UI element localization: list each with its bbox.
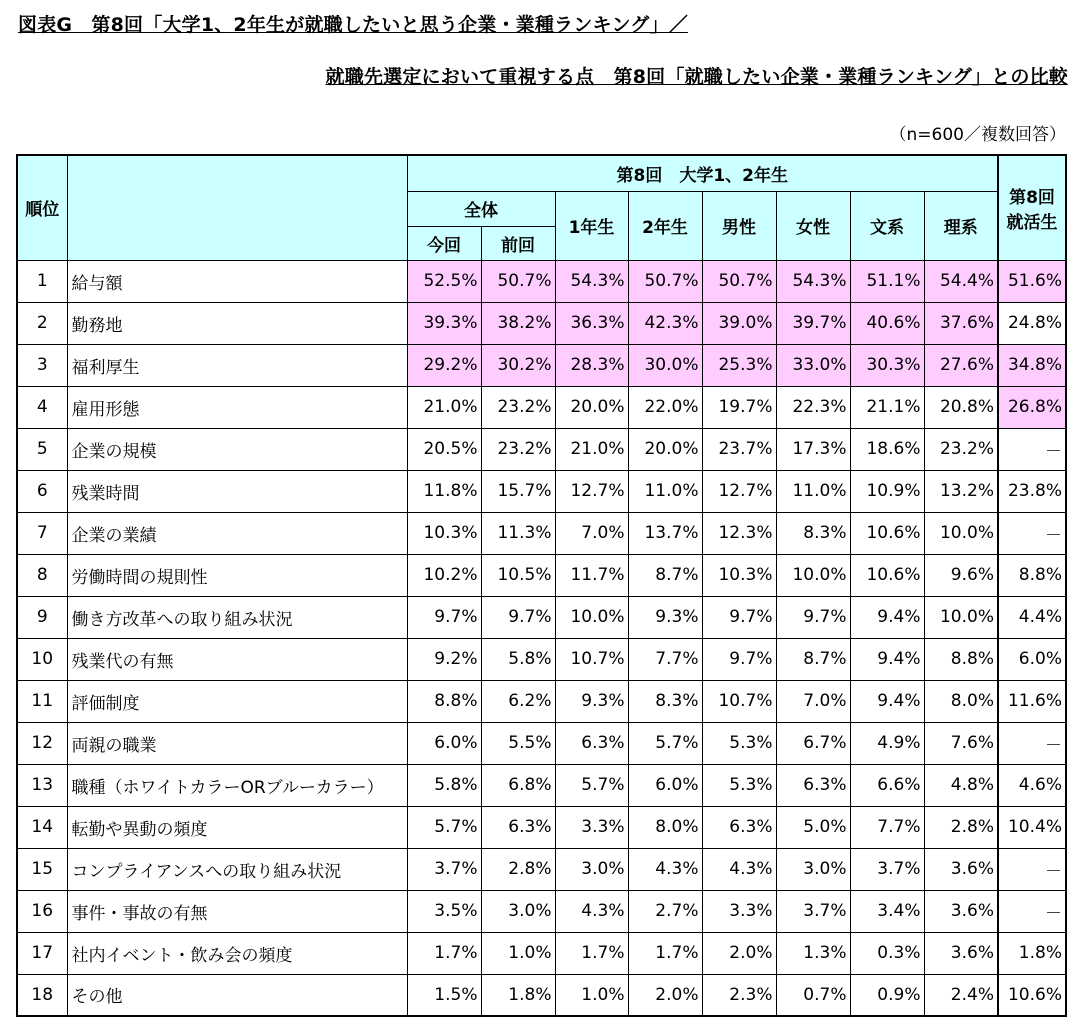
table-row — [17, 428, 1066, 470]
value-cell: 6.2% — [481, 680, 555, 722]
value-cell: 3.3% — [702, 890, 776, 932]
value-cell: 5.7% — [407, 806, 481, 848]
item-cell: 福利厚生 — [67, 344, 407, 386]
sample-note: （n=600／複数回答） — [889, 125, 1066, 145]
value-cell: 20.5% — [407, 428, 481, 470]
value-cell: 11.3% — [481, 512, 555, 554]
value-cell: 5.0% — [776, 806, 850, 848]
value-cell: 28.3% — [555, 344, 628, 386]
value-cell: 10.6% — [850, 554, 924, 596]
value-cell: 2.3% — [702, 974, 776, 1016]
value-cell: 42.3% — [628, 302, 702, 344]
value-cell: 5.7% — [628, 722, 702, 764]
value-cell: 25.3% — [702, 344, 776, 386]
item-cell: 職種（ホワイトカラーORブルーカラー） — [67, 764, 407, 806]
value-cell: 39.7% — [776, 302, 850, 344]
value-cell: 23.2% — [481, 428, 555, 470]
value-cell: 6.3% — [481, 806, 555, 848]
header-sciences: 理系 — [924, 191, 998, 260]
value-cell: 1.8% — [481, 974, 555, 1016]
value-cell: 6.7% — [776, 722, 850, 764]
value-cell: 7.7% — [850, 806, 924, 848]
value-cell: 51.1% — [850, 260, 924, 302]
value-cell: 8.0% — [628, 806, 702, 848]
table-row — [17, 554, 1066, 596]
value-cell: 3.6% — [924, 848, 998, 890]
value-cell: 11.0% — [628, 470, 702, 512]
value-cell: 0.7% — [776, 974, 850, 1016]
value-cell: 3.0% — [555, 848, 628, 890]
value-cell: 54.3% — [776, 260, 850, 302]
value-cell: 50.7% — [702, 260, 776, 302]
table-row — [17, 260, 1066, 302]
value-cell: 9.4% — [850, 680, 924, 722]
value-cell: 4.3% — [628, 848, 702, 890]
value-cell: － — [998, 848, 1066, 890]
value-cell: 24.8% — [998, 302, 1066, 344]
header-year2: 2年生 — [628, 191, 702, 260]
table-row — [17, 806, 1066, 848]
item-cell: 給与額 — [67, 260, 407, 302]
value-cell: 30.2% — [481, 344, 555, 386]
value-cell: 30.0% — [628, 344, 702, 386]
value-cell: 10.7% — [555, 638, 628, 680]
value-cell: 1.8% — [998, 932, 1066, 974]
value-cell: 21.1% — [850, 386, 924, 428]
value-cell: 23.2% — [924, 428, 998, 470]
item-cell: 社内イベント・飲み会の頻度 — [67, 932, 407, 974]
value-cell: 54.3% — [555, 260, 628, 302]
value-cell: 4.9% — [850, 722, 924, 764]
value-cell: 7.6% — [924, 722, 998, 764]
header-jobhunt — [998, 155, 1066, 260]
value-cell: 0.3% — [850, 932, 924, 974]
value-cell: 22.0% — [628, 386, 702, 428]
item-cell: 事件・事故の有無 — [67, 890, 407, 932]
value-cell: 3.7% — [407, 848, 481, 890]
value-cell: 13.7% — [628, 512, 702, 554]
table-row — [17, 596, 1066, 638]
value-cell: 12.7% — [555, 470, 628, 512]
item-cell: 残業代の有無 — [67, 638, 407, 680]
value-cell: 5.8% — [481, 638, 555, 680]
value-cell: 3.0% — [481, 890, 555, 932]
value-cell: 1.7% — [628, 932, 702, 974]
value-cell: 11.7% — [555, 554, 628, 596]
value-cell: 1.3% — [776, 932, 850, 974]
rank-cell: 6 — [17, 470, 67, 512]
table-body — [17, 260, 1066, 1016]
item-cell: 両親の職業 — [67, 722, 407, 764]
value-cell: 3.7% — [850, 848, 924, 890]
value-cell: 10.0% — [924, 596, 998, 638]
value-cell: 6.3% — [702, 806, 776, 848]
rank-cell: 13 — [17, 764, 67, 806]
rank-cell: 10 — [17, 638, 67, 680]
value-cell: 21.0% — [407, 386, 481, 428]
value-cell: 4.3% — [555, 890, 628, 932]
value-cell: 10.0% — [776, 554, 850, 596]
value-cell: 2.0% — [628, 974, 702, 1016]
item-cell: 働き方改革への取り組み状況 — [67, 596, 407, 638]
value-cell: 10.7% — [702, 680, 776, 722]
value-cell: 40.6% — [850, 302, 924, 344]
value-cell: 54.4% — [924, 260, 998, 302]
value-cell: 10.6% — [998, 974, 1066, 1016]
value-cell: 10.9% — [850, 470, 924, 512]
item-cell: 転勤や異動の頻度 — [67, 806, 407, 848]
value-cell: 8.3% — [628, 680, 702, 722]
table-header — [17, 155, 1066, 260]
value-cell: 3.0% — [776, 848, 850, 890]
value-cell: 37.6% — [924, 302, 998, 344]
table-row — [17, 344, 1066, 386]
value-cell: 5.3% — [702, 722, 776, 764]
value-cell: 39.0% — [702, 302, 776, 344]
value-cell: 1.7% — [555, 932, 628, 974]
value-cell: 9.4% — [850, 638, 924, 680]
ranking-table — [16, 154, 1067, 1017]
header-previous: 前回 — [481, 226, 555, 260]
header-female: 女性 — [776, 191, 850, 260]
item-cell: 勤務地 — [67, 302, 407, 344]
rank-cell: 17 — [17, 932, 67, 974]
item-cell: 企業の規模 — [67, 428, 407, 470]
table-row — [17, 386, 1066, 428]
value-cell: 39.3% — [407, 302, 481, 344]
value-cell: 20.0% — [555, 386, 628, 428]
value-cell: 7.7% — [628, 638, 702, 680]
value-cell: 0.9% — [850, 974, 924, 1016]
item-cell: 評価制度 — [67, 680, 407, 722]
header-overall: 全体 — [407, 191, 555, 226]
value-cell: 9.7% — [702, 596, 776, 638]
header-male: 男性 — [702, 191, 776, 260]
value-cell: 9.7% — [702, 638, 776, 680]
rank-cell: 14 — [17, 806, 67, 848]
value-cell: 38.2% — [481, 302, 555, 344]
header-humanities: 文系 — [850, 191, 924, 260]
value-cell: 12.3% — [702, 512, 776, 554]
rank-cell: 11 — [17, 680, 67, 722]
value-cell: 29.2% — [407, 344, 481, 386]
rank-cell: 8 — [17, 554, 67, 596]
value-cell: 11.8% — [407, 470, 481, 512]
value-cell: － — [998, 722, 1066, 764]
value-cell: 6.6% — [850, 764, 924, 806]
value-cell: － — [998, 512, 1066, 554]
value-cell: 3.3% — [555, 806, 628, 848]
value-cell: 10.3% — [702, 554, 776, 596]
value-cell: 7.0% — [776, 680, 850, 722]
value-cell: － — [998, 890, 1066, 932]
table-row — [17, 890, 1066, 932]
value-cell: 1.7% — [407, 932, 481, 974]
value-cell: 9.4% — [850, 596, 924, 638]
value-cell: 10.5% — [481, 554, 555, 596]
value-cell: 12.7% — [702, 470, 776, 512]
rank-cell: 1 — [17, 260, 67, 302]
item-cell: 労働時間の規則性 — [67, 554, 407, 596]
value-cell: 4.8% — [924, 764, 998, 806]
value-cell: 3.6% — [924, 890, 998, 932]
value-cell: 1.5% — [407, 974, 481, 1016]
value-cell: 4.6% — [998, 764, 1066, 806]
value-cell: 51.6% — [998, 260, 1066, 302]
value-cell: 26.8% — [998, 386, 1066, 428]
rank-cell: 12 — [17, 722, 67, 764]
table-row — [17, 722, 1066, 764]
value-cell: 10.0% — [555, 596, 628, 638]
value-cell: 3.4% — [850, 890, 924, 932]
header-current: 今回 — [407, 226, 481, 260]
value-cell: 5.7% — [555, 764, 628, 806]
value-cell: 4.4% — [998, 596, 1066, 638]
value-cell: 3.5% — [407, 890, 481, 932]
value-cell: 36.3% — [555, 302, 628, 344]
header-year1: 1年生 — [555, 191, 628, 260]
value-cell: 22.3% — [776, 386, 850, 428]
value-cell: 34.8% — [998, 344, 1066, 386]
value-cell: 2.4% — [924, 974, 998, 1016]
table-row — [17, 680, 1066, 722]
table-row — [17, 848, 1066, 890]
value-cell: 13.2% — [924, 470, 998, 512]
table-row — [17, 470, 1066, 512]
rank-cell: 2 — [17, 302, 67, 344]
value-cell: 10.2% — [407, 554, 481, 596]
value-cell: 17.3% — [776, 428, 850, 470]
rank-cell: 5 — [17, 428, 67, 470]
value-cell: 3.6% — [924, 932, 998, 974]
header-jobhunt-line2: 就活生 — [1006, 212, 1058, 233]
value-cell: 30.3% — [850, 344, 924, 386]
figure-title-line1: 図表G 第8回「大学1、2年生が就職したいと思う企業・業種ランキング」／ — [18, 14, 688, 36]
rank-cell: 9 — [17, 596, 67, 638]
value-cell: 1.0% — [555, 974, 628, 1016]
value-cell: 2.8% — [924, 806, 998, 848]
value-cell: 21.0% — [555, 428, 628, 470]
rank-cell: 4 — [17, 386, 67, 428]
value-cell: 10.3% — [407, 512, 481, 554]
header-item — [67, 155, 407, 260]
rank-cell: 18 — [17, 974, 67, 1016]
value-cell: 10.6% — [850, 512, 924, 554]
value-cell: 23.8% — [998, 470, 1066, 512]
item-cell: 企業の業績 — [67, 512, 407, 554]
value-cell: 52.5% — [407, 260, 481, 302]
value-cell: 8.7% — [776, 638, 850, 680]
value-cell: 50.7% — [628, 260, 702, 302]
value-cell: 18.6% — [850, 428, 924, 470]
value-cell: 9.7% — [776, 596, 850, 638]
value-cell: 2.7% — [628, 890, 702, 932]
value-cell: 19.7% — [702, 386, 776, 428]
header-group: 第8回 大学1、2年生 — [407, 155, 998, 191]
value-cell: 20.0% — [628, 428, 702, 470]
item-cell: その他 — [67, 974, 407, 1016]
value-cell: 33.0% — [776, 344, 850, 386]
value-cell: 5.3% — [702, 764, 776, 806]
value-cell: 7.0% — [555, 512, 628, 554]
value-cell: 23.2% — [481, 386, 555, 428]
value-cell: 9.3% — [555, 680, 628, 722]
value-cell: 9.3% — [628, 596, 702, 638]
rank-cell: 3 — [17, 344, 67, 386]
value-cell: － — [998, 428, 1066, 470]
table-row — [17, 764, 1066, 806]
item-cell: 残業時間 — [67, 470, 407, 512]
value-cell: 23.7% — [702, 428, 776, 470]
value-cell: 1.0% — [481, 932, 555, 974]
value-cell: 4.3% — [702, 848, 776, 890]
value-cell: 9.7% — [481, 596, 555, 638]
value-cell: 3.7% — [776, 890, 850, 932]
value-cell: 9.7% — [407, 596, 481, 638]
table-row — [17, 512, 1066, 554]
header-jobhunt-line1: 第8回 — [1009, 187, 1055, 208]
rank-cell: 7 — [17, 512, 67, 554]
value-cell: 9.6% — [924, 554, 998, 596]
value-cell: 2.0% — [702, 932, 776, 974]
value-cell: 5.5% — [481, 722, 555, 764]
table-row — [17, 638, 1066, 680]
value-cell: 27.6% — [924, 344, 998, 386]
value-cell: 6.3% — [776, 764, 850, 806]
value-cell: 2.8% — [481, 848, 555, 890]
value-cell: 20.8% — [924, 386, 998, 428]
item-cell: コンプライアンスへの取り組み状況 — [67, 848, 407, 890]
value-cell: 10.4% — [998, 806, 1066, 848]
value-cell: 6.3% — [555, 722, 628, 764]
value-cell: 6.0% — [407, 722, 481, 764]
value-cell: 10.0% — [924, 512, 998, 554]
item-cell: 雇用形態 — [67, 386, 407, 428]
value-cell: 6.0% — [628, 764, 702, 806]
value-cell: 8.8% — [924, 638, 998, 680]
value-cell: 9.2% — [407, 638, 481, 680]
value-cell: 6.8% — [481, 764, 555, 806]
table-row — [17, 302, 1066, 344]
value-cell: 8.7% — [628, 554, 702, 596]
value-cell: 11.6% — [998, 680, 1066, 722]
value-cell: 6.0% — [998, 638, 1066, 680]
value-cell: 8.8% — [998, 554, 1066, 596]
value-cell: 8.8% — [407, 680, 481, 722]
value-cell: 8.0% — [924, 680, 998, 722]
value-cell: 50.7% — [481, 260, 555, 302]
header-rank: 順位 — [17, 155, 67, 260]
value-cell: 15.7% — [481, 470, 555, 512]
rank-cell: 15 — [17, 848, 67, 890]
value-cell: 11.0% — [776, 470, 850, 512]
rank-cell: 16 — [17, 890, 67, 932]
value-cell: 8.3% — [776, 512, 850, 554]
figure-title-line2: 就職先選定において重視する点 第8回「就職したい企業・業種ランキング」との比較 — [325, 66, 1068, 88]
table-row — [17, 932, 1066, 974]
value-cell: 5.8% — [407, 764, 481, 806]
table-row — [17, 974, 1066, 1016]
